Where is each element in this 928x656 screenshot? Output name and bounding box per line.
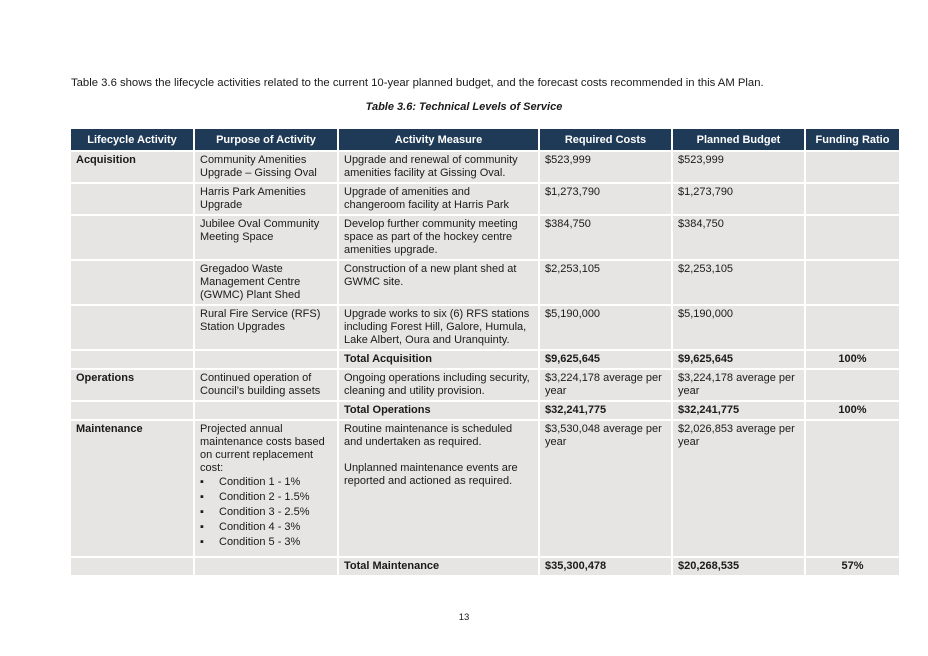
total-label: Total Maintenance <box>339 558 538 575</box>
total-required-cost: $9,625,645 <box>540 351 671 368</box>
total-row <box>71 558 899 575</box>
condition-item: ▪ Condition 1 - 1% <box>200 476 301 488</box>
planned-budget-cell: $2,026,853 average per year <box>673 421 804 556</box>
page-number: 13 <box>458 612 470 623</box>
required-cost-cell: $384,750 <box>540 216 671 259</box>
required-cost-cell: $1,273,790 <box>540 184 671 214</box>
total-row <box>71 402 899 419</box>
purpose-cell <box>195 402 337 419</box>
table-row <box>71 184 899 214</box>
planned-budget-cell: $5,190,000 <box>673 306 804 349</box>
table-caption: Table 3.6: Technical Levels of Service <box>365 101 563 113</box>
required-cost-cell: $3,530,048 average per year <box>540 421 671 556</box>
square-bullet-icon: ▪ <box>200 536 204 548</box>
header-funding-ratio: Funding Ratio <box>806 129 899 150</box>
total-funding-ratio: 100% <box>806 351 899 368</box>
funding-ratio-cell <box>806 370 899 400</box>
measure-unplanned: Unplanned maintenance events are reported and actioned as required. <box>344 462 518 487</box>
header-planned-budget: Planned Budget <box>673 129 804 150</box>
total-required-cost: $32,241,775 <box>540 402 671 419</box>
funding-ratio-cell <box>806 216 899 259</box>
technical-levels-table <box>69 127 901 577</box>
purpose-cell: Community Amenities Upgrade – Gissing Oval <box>195 152 337 182</box>
required-cost-cell: $5,190,000 <box>540 306 671 349</box>
square-bullet-icon: ▪ <box>200 491 204 503</box>
measure-cell: Upgrade works to six (6) RFS stations including Forest Hill, Galore, Humula, Lake Albert, Oura and Uranquinty. <box>339 306 538 349</box>
condition-item: ▪ Condition 2 - 1.5% <box>200 491 310 503</box>
header-required-costs: Required Costs <box>540 129 671 150</box>
table-row <box>71 306 899 349</box>
square-bullet-icon: ▪ <box>200 521 204 533</box>
total-planned-budget: $9,625,645 <box>673 351 804 368</box>
header-purpose: Purpose of Activity <box>195 129 337 150</box>
required-cost-cell: $3,224,178 average per year <box>540 370 671 400</box>
lifecycle-activity-cell: Maintenance <box>71 421 193 556</box>
planned-budget-cell: $523,999 <box>673 152 804 182</box>
lifecycle-activity-cell <box>71 351 193 368</box>
measure-cell: Construction of a new plant shed at GWMC site. <box>339 261 538 304</box>
purpose-cell <box>195 558 337 575</box>
purpose-cell <box>195 421 337 556</box>
table-row <box>71 370 899 400</box>
header-lifecycle-activity: Lifecycle Activity <box>71 129 193 150</box>
header-activity-measure: Activity Measure <box>339 129 538 150</box>
purpose-cell: Rural Fire Service (RFS) Station Upgrades <box>195 306 337 349</box>
total-funding-ratio: 57% <box>806 558 899 575</box>
condition-item: ▪ Condition 5 - 3% <box>200 536 301 548</box>
table-row <box>71 421 899 556</box>
table-row <box>71 216 899 259</box>
required-cost-cell: $523,999 <box>540 152 671 182</box>
purpose-cell: Continued operation of Council’s building assets <box>195 370 337 400</box>
funding-ratio-cell <box>806 421 899 556</box>
intro-paragraph: Table 3.6 shows the lifecycle activities related to the current 10-year planned budget, and the forecast costs recommended in this AM Plan. <box>71 77 764 89</box>
measure-routine: Routine maintenance is scheduled and undertaken as required. <box>344 423 513 448</box>
purpose-cell: Gregadoo Waste Management Centre (GWMC) Plant Shed <box>195 261 337 304</box>
purpose-cell <box>195 351 337 368</box>
lifecycle-activity-cell <box>71 216 193 259</box>
maintenance-purpose-text: Projected annual maintenance costs based on current replacement cost: <box>200 423 325 474</box>
lifecycle-activity-cell <box>71 558 193 575</box>
measure-cell <box>339 421 538 556</box>
total-planned-budget: $20,268,535 <box>673 558 804 575</box>
square-bullet-icon: ▪ <box>200 506 204 518</box>
total-label: Total Acquisition <box>339 351 538 368</box>
total-required-cost: $35,300,478 <box>540 558 671 575</box>
lifecycle-activity-cell <box>71 184 193 214</box>
table-header-row <box>71 129 899 150</box>
funding-ratio-cell <box>806 306 899 349</box>
condition-item: ▪ Condition 3 - 2.5% <box>200 506 310 518</box>
required-cost-cell: $2,253,105 <box>540 261 671 304</box>
planned-budget-cell: $1,273,790 <box>673 184 804 214</box>
total-funding-ratio: 100% <box>806 402 899 419</box>
funding-ratio-cell <box>806 152 899 182</box>
funding-ratio-cell <box>806 184 899 214</box>
table-row <box>71 261 899 304</box>
planned-budget-cell: $2,253,105 <box>673 261 804 304</box>
total-planned-budget: $32,241,775 <box>673 402 804 419</box>
planned-budget-cell: $384,750 <box>673 216 804 259</box>
lifecycle-activity-cell: Operations <box>71 370 193 400</box>
total-row <box>71 351 899 368</box>
square-bullet-icon: ▪ <box>200 476 204 488</box>
total-label: Total Operations <box>339 402 538 419</box>
condition-list <box>200 475 332 550</box>
lifecycle-activity-cell <box>71 306 193 349</box>
lifecycle-activity-cell <box>71 402 193 419</box>
purpose-cell: Harris Park Amenities Upgrade <box>195 184 337 214</box>
measure-cell: Upgrade of amenities and changeroom facility at Harris Park <box>339 184 538 214</box>
measure-cell: Develop further community meeting space as part of the hockey centre amenities upgrade. <box>339 216 538 259</box>
lifecycle-activity-cell <box>71 261 193 304</box>
lifecycle-activity-cell: Acquisition <box>71 152 193 182</box>
funding-ratio-cell <box>806 261 899 304</box>
table-row <box>71 152 899 182</box>
planned-budget-cell: $3,224,178 average per year <box>673 370 804 400</box>
measure-cell: Upgrade and renewal of community amenities facility at Gissing Oval. <box>339 152 538 182</box>
purpose-cell: Jubilee Oval Community Meeting Space <box>195 216 337 259</box>
measure-cell: Ongoing operations including security, cleaning and utility provision. <box>339 370 538 400</box>
condition-item: ▪ Condition 4 - 3% <box>200 521 301 533</box>
